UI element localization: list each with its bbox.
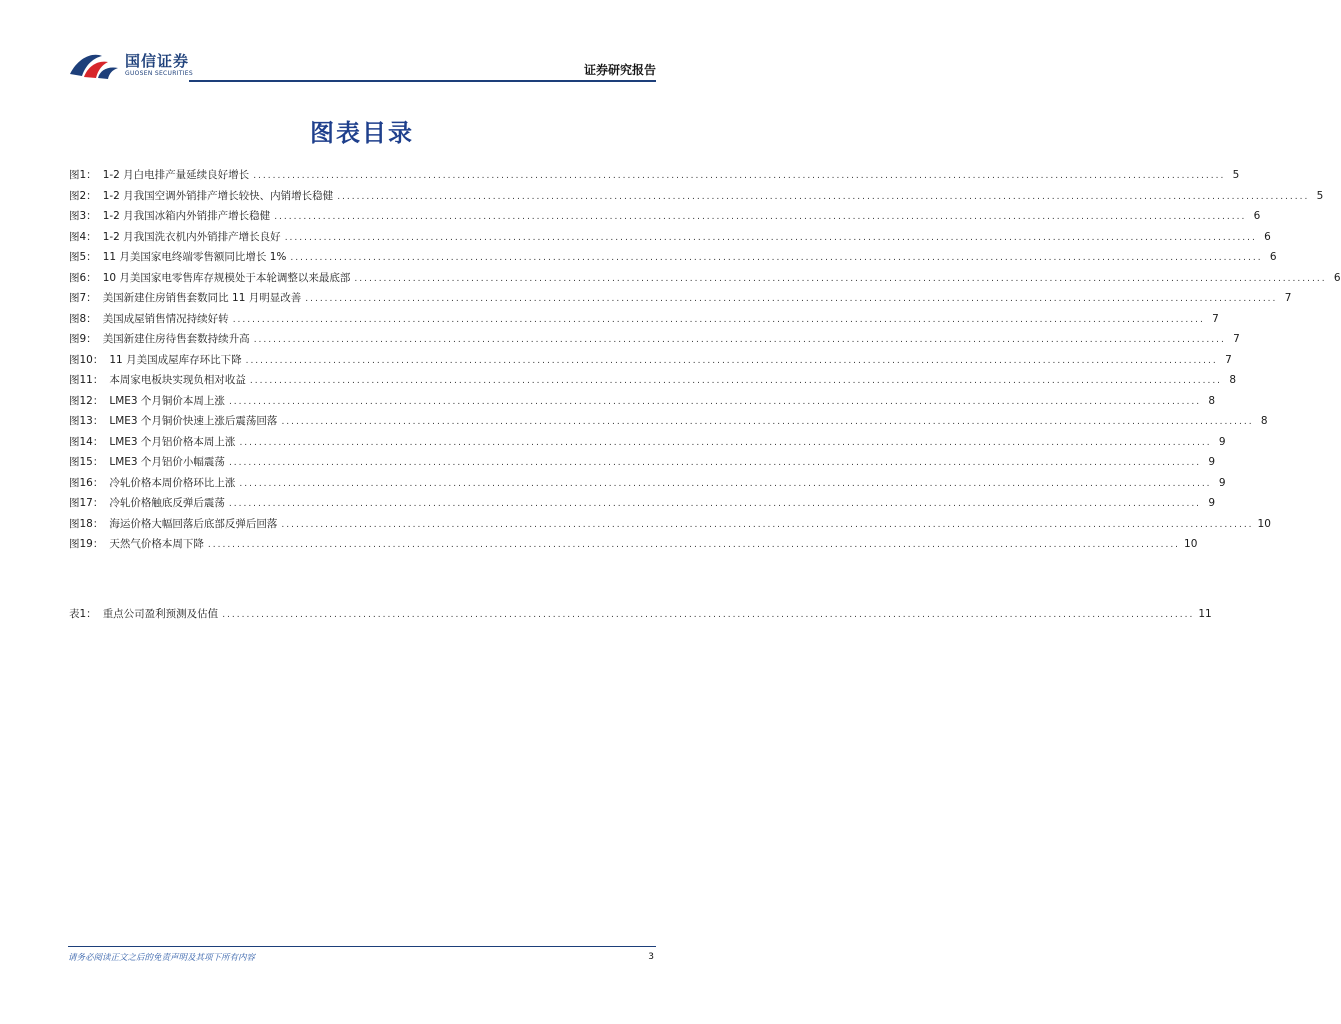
toc-entry[interactable] [69, 352, 1232, 373]
report-type: 证券研究报告 [583, 63, 656, 77]
toc-entry[interactable] [69, 536, 1198, 557]
toc-entry-title: 11 月美国家电终端零售额同比增长 1% [102, 251, 287, 263]
toc-entry-page: 7 [1212, 312, 1219, 325]
toc-leader-dots: ........................................................................................................................................................................................................ [249, 376, 1223, 386]
toc-entry-page: 8 [1229, 374, 1237, 386]
toc-entry-page: 10 [1257, 517, 1271, 530]
toc-entry-number: 表1： [69, 608, 97, 620]
toc-leader-dots: ........................................................................................................................................................................................................ [207, 540, 1181, 550]
toc-leader-dots: ........................................................................................................................................................................................................ [228, 499, 1202, 509]
toc-entry-page: 8 [1260, 415, 1268, 427]
toc-entry-number: 图8： [69, 312, 97, 325]
toc-entry-number: 图2： [69, 189, 97, 202]
toc-leader-dots: ........................................................................................................................................................................................................ [253, 171, 1226, 181]
logo-english-text: GUOSEN SECURITIES [125, 69, 194, 77]
toc-entry-page: 7 [1284, 292, 1292, 304]
toc-entry[interactable] [69, 311, 1219, 332]
toc-entry-title: 1-2 月我国冰箱内外销排产增长稳健 [102, 210, 271, 222]
toc-entry-number: 图17： [69, 497, 104, 509]
toc-leader-dots: ........................................................................................................................................................................................................ [239, 437, 1212, 448]
toc-leader-dots: ........................................................................................................................................................................................................ [284, 232, 1257, 243]
toc-entry-title: 1-2 月我国洗衣机内外销排产增长良好 [102, 230, 281, 243]
toc-leader-dots: ........................................................................................................................................................................................................ [274, 212, 1247, 222]
toc-entry-title: 天然气价格本周下降 [109, 538, 204, 550]
toc-entry-page: 6 [1269, 251, 1277, 263]
toc-leader-dots: ........................................................................................................................................................................................................ [281, 519, 1254, 530]
toc-entry-number: 图18： [69, 517, 104, 530]
toc-entry-number: 图11： [69, 374, 104, 386]
toc-entry[interactable] [69, 270, 1341, 291]
toc-entry-page: 6 [1333, 271, 1341, 284]
toc-entry-number: 图3： [69, 210, 97, 222]
toc-entry[interactable] [69, 188, 1324, 209]
toc-entry-number: 图4： [69, 230, 97, 243]
toc-entry-number: 图5： [69, 251, 97, 263]
toc-entry[interactable] [69, 606, 1212, 627]
toc-leader-dots: ........................................................................................................................................................................................................ [232, 314, 1205, 325]
toc-entry-title: 本周家电板块实现负相对收益 [109, 374, 246, 386]
toc-entry[interactable] [69, 516, 1271, 537]
toc-entry-number: 图6： [69, 271, 97, 284]
toc-entry[interactable] [69, 290, 1292, 311]
toc-entry-number: 图1： [69, 169, 97, 181]
toc-entry-number: 图15： [69, 456, 104, 468]
toc-entry-page: 9 [1208, 456, 1216, 468]
footer-disclaimer: 请务必阅读正文之后的免责声明及其项下所有内容 [68, 953, 256, 963]
toc-entry[interactable] [69, 434, 1226, 455]
toc-entry-title: LME3 个月铝价格本周上涨 [109, 435, 236, 448]
toc-entry[interactable] [69, 372, 1237, 393]
toc-entry-title: 海运价格大幅回落后底部反弹后回落 [109, 517, 278, 530]
toc-entry-page: 9 [1208, 497, 1216, 509]
toc-entry-title: 冷轧价格触底反弹后震荡 [109, 497, 225, 509]
toc-entry-page: 8 [1208, 394, 1216, 407]
toc-entry-title: 美国新建住房待售套数持续升高 [102, 333, 250, 345]
toc-leader-dots: ........................................................................................................................................................................................................ [228, 396, 1202, 407]
toc-entry-title: LME3 个月铜价快速上涨后震荡回落 [109, 415, 278, 427]
toc-entry[interactable] [69, 229, 1271, 250]
header-divider [189, 80, 656, 82]
toc-entry-page: 6 [1264, 230, 1271, 243]
toc-entry-number: 图14： [69, 435, 104, 448]
toc-leader-dots: ........................................................................................................................................................................................................ [245, 355, 1218, 366]
toc-leader-dots: ........................................................................................................................................................................................................ [337, 191, 1310, 202]
toc-entry-number: 图16： [69, 476, 104, 489]
toc-entry[interactable] [69, 413, 1268, 434]
toc-entry-title: 10 月美国家电零售库存规模处于本轮调整以来最底部 [102, 271, 351, 284]
toc-entry-page: 7 [1233, 333, 1240, 345]
toc-entry[interactable] [69, 167, 1240, 188]
toc-leader-dots: ........................................................................................................................................................................................................ [290, 253, 1263, 263]
toc-entry-number: 图10： [69, 353, 104, 366]
toc-leader-dots: ........................................................................................................................................................................................................ [305, 294, 1278, 304]
toc-entry-title: 1-2 月我国空调外销排产增长较快、内销增长稳健 [102, 189, 334, 202]
toc-leader-dots: ........................................................................................................................................................................................................ [354, 273, 1327, 284]
toc-entry[interactable] [69, 249, 1277, 270]
toc-leader-dots: ........................................................................................................................................................................................................ [222, 610, 1195, 620]
toc-entry-number: 图12： [69, 394, 104, 407]
page-header [68, 50, 656, 84]
logo-chinese-text: 国信证券 [125, 51, 190, 70]
toc-entry-page: 6 [1253, 210, 1261, 222]
toc-leader-dots: ........................................................................................................................................................................................................ [239, 478, 1212, 489]
toc-entry-page: 7 [1225, 353, 1232, 366]
toc-entry-title: 11 月美国成屋库存环比下降 [109, 353, 242, 366]
toc-entry[interactable] [69, 331, 1240, 352]
toc-entry-title: 冷轧价格本周价格环比上涨 [109, 476, 236, 489]
guosen-logo [68, 50, 193, 80]
toc-leader-dots: ........................................................................................................................................................................................................ [228, 458, 1202, 468]
toc-entry[interactable] [69, 495, 1216, 516]
figure-list [69, 167, 1341, 557]
toc-entry[interactable] [69, 475, 1226, 496]
toc-entry[interactable] [69, 454, 1216, 475]
toc-entry[interactable] [69, 393, 1216, 414]
page-title: 图表目录 [310, 119, 414, 147]
toc-entry-title: 重点公司盈利预测及估值 [102, 608, 219, 620]
toc-entry-page: 11 [1198, 608, 1212, 620]
toc-entry[interactable] [69, 208, 1261, 229]
toc-entry-page: 5 [1316, 189, 1324, 202]
toc-entry-title: 1-2 月白电排产量延续良好增长 [102, 169, 250, 181]
table-list [69, 606, 1212, 627]
toc-leader-dots: ........................................................................................................................................................................................................ [253, 335, 1226, 345]
toc-entry-number: 图7： [69, 292, 97, 304]
guosen-logo-icon [68, 50, 120, 80]
toc-entry-title: 美国成屋销售情况持续好转 [102, 312, 229, 325]
toc-leader-dots: ........................................................................................................................................................................................................ [281, 417, 1254, 427]
toc-entry-number: 图13： [69, 415, 104, 427]
toc-entry-title: LME3 个月铝价小幅震荡 [109, 456, 225, 468]
toc-entry-number: 图9： [69, 333, 97, 345]
toc-entry-page: 9 [1218, 476, 1226, 489]
page-number: 3 [648, 952, 654, 962]
footer-divider [68, 946, 656, 947]
toc-entry-page: 10 [1184, 538, 1198, 550]
toc-entry-title: LME3 个月铜价本周上涨 [109, 394, 225, 407]
toc-entry-title: 美国新建住房销售套数同比 11 月明显改善 [102, 292, 302, 304]
toc-entry-number: 图19： [69, 538, 104, 550]
toc-entry-page: 5 [1232, 169, 1240, 181]
toc-entry-page: 9 [1218, 435, 1226, 448]
